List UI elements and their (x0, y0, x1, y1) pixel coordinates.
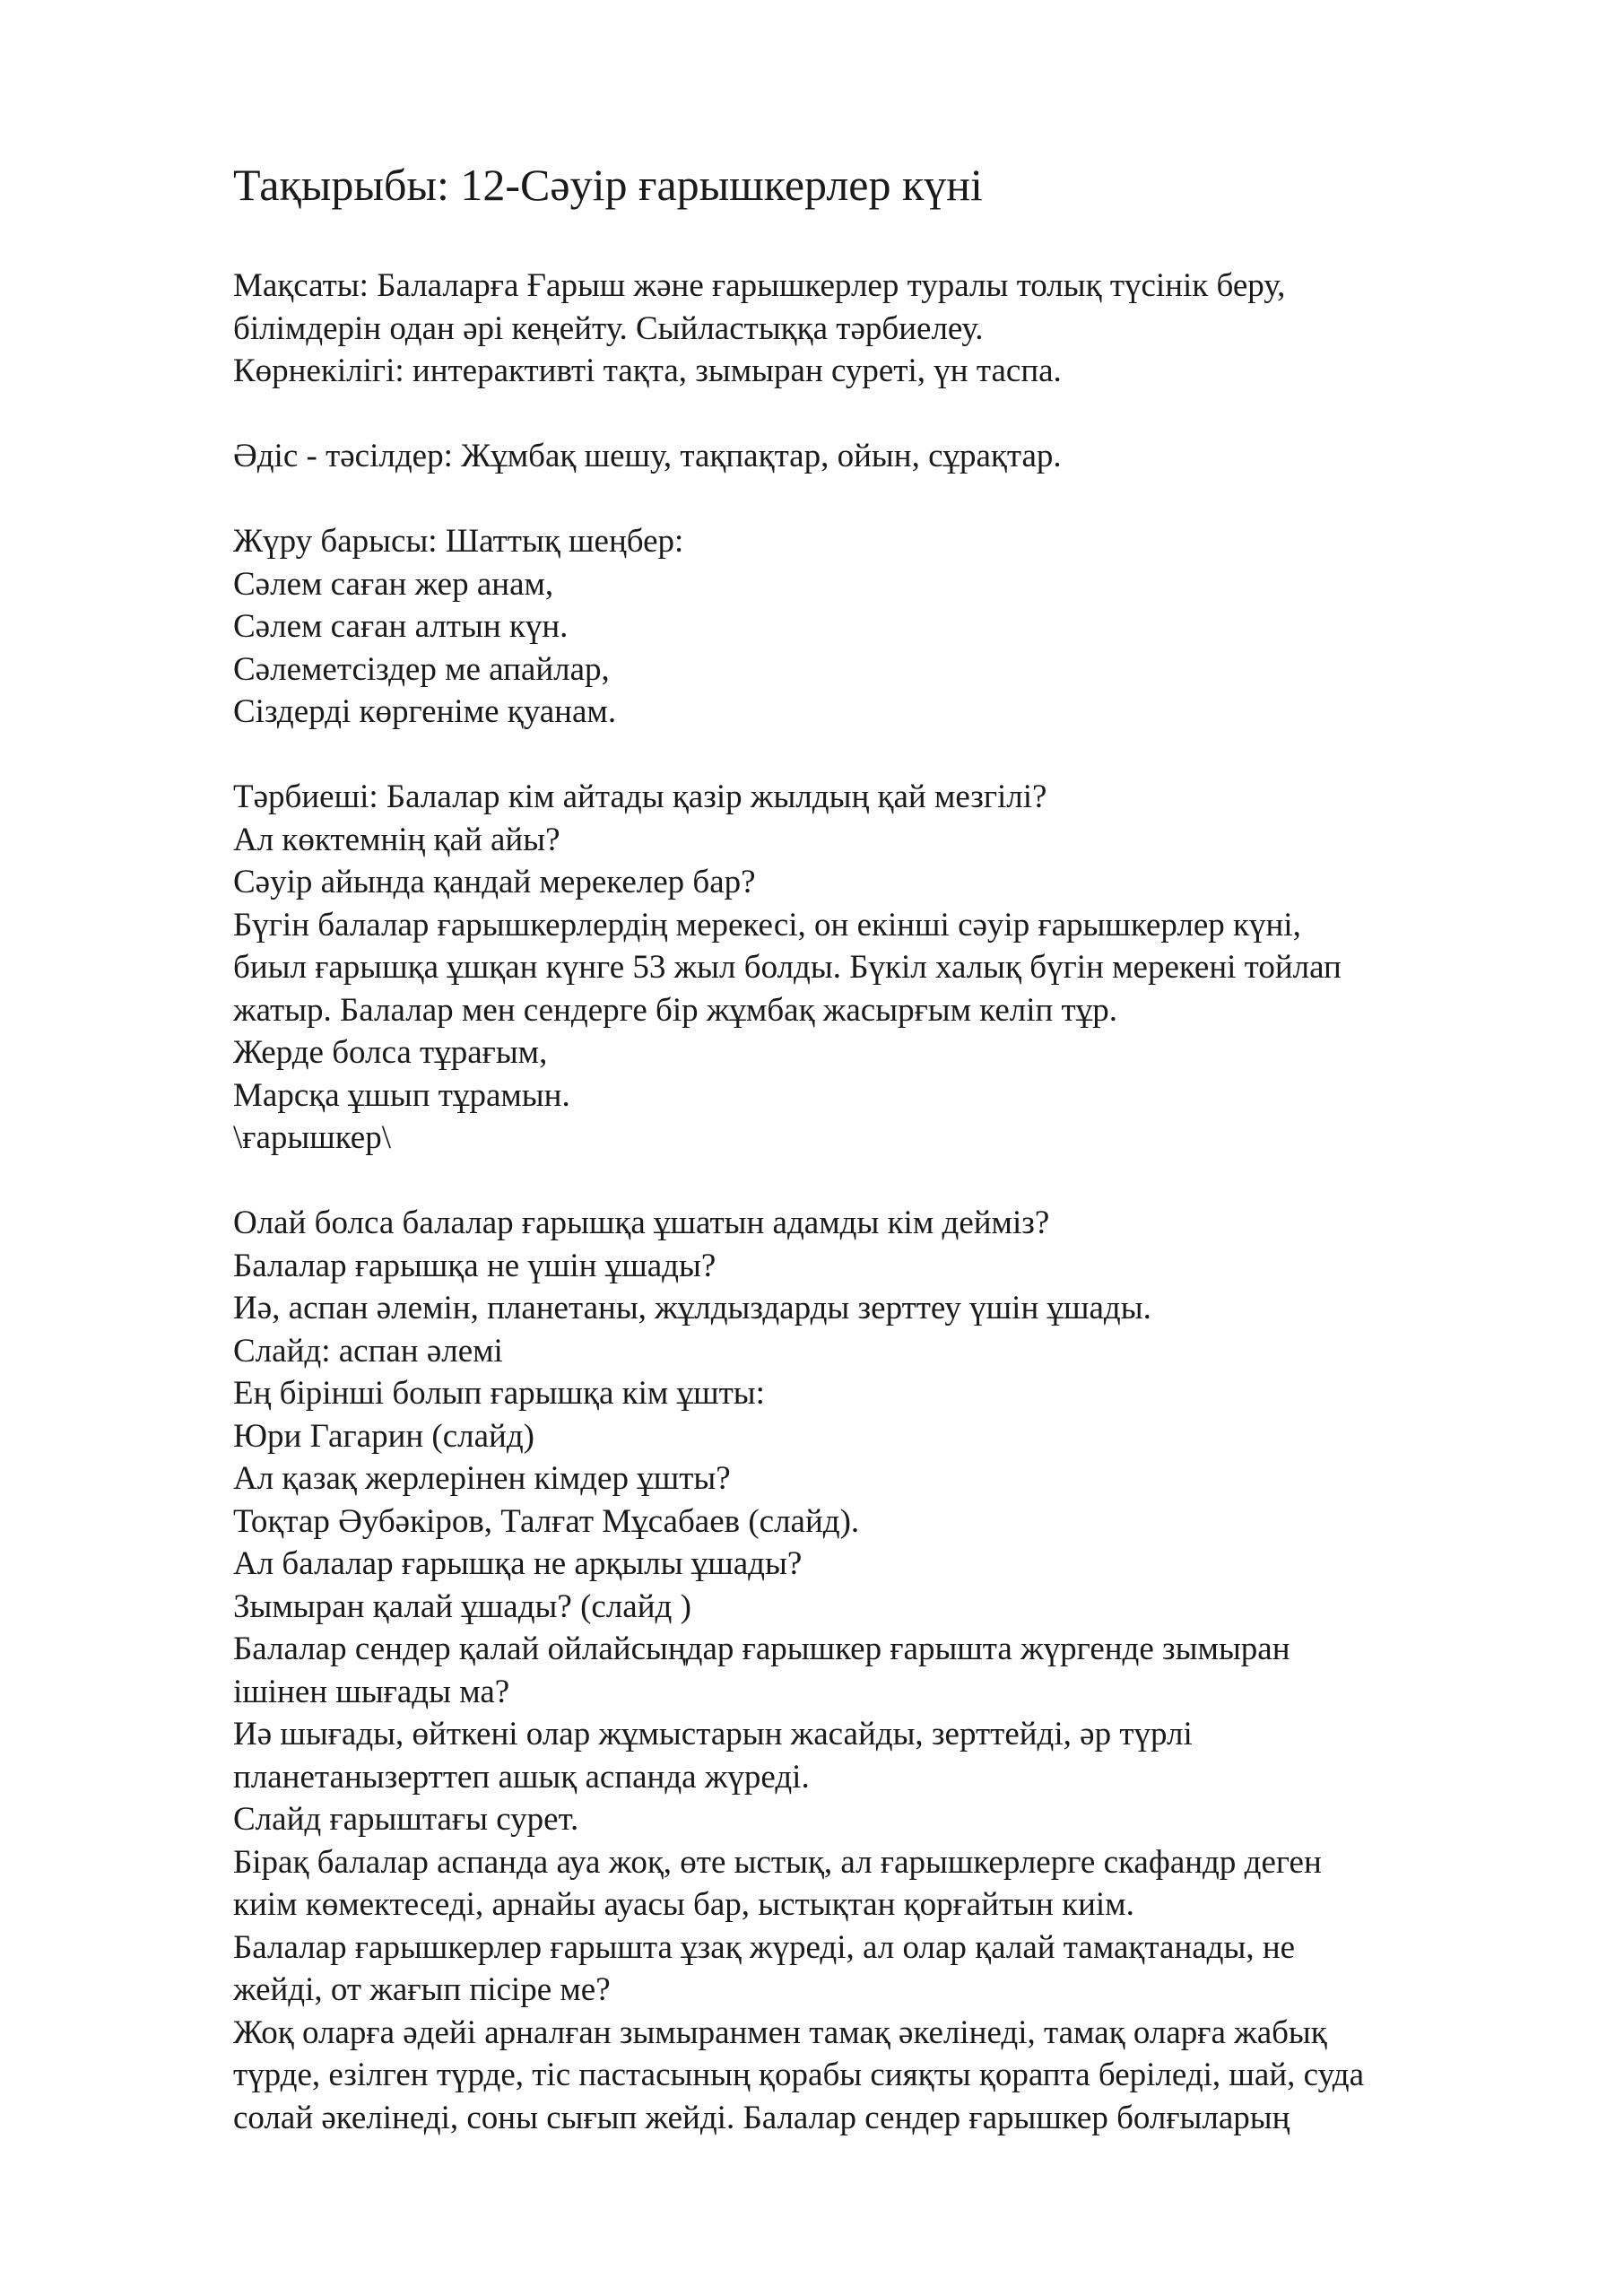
text-line: жейді, от жағып пісіре ме? (233, 1971, 611, 2008)
text-line: Сәлем саған алтын күн. (233, 608, 569, 645)
text-line: Көрнекілігі: интерактивті тақта, зымыран суреті, үн таспа. (233, 352, 1062, 389)
paragraph-gap (233, 393, 1578, 436)
text-line: \ғарышкер\ (233, 1119, 391, 1156)
text-line: Тәрбиеші: Балалар кім айтады қазір жылдың қай мезгілі? (233, 778, 1047, 815)
text-line: киім көмектеседі, арнайы ауасы бар, ыстықтан қорғайтын киім. (233, 1886, 1134, 1923)
paragraph-gap (233, 1160, 1578, 1203)
text-line: Ал көктемнің қай айы? (233, 821, 560, 858)
text-line: Олай болса балалар ғарышқа ұшатын адамды кім дейміз? (233, 1205, 1050, 1241)
text-line: Жерде болса тұрағым, (233, 1034, 548, 1071)
text-line: Балалар сендер қалай ойлайсыңдар ғарышкер ғарышта жүргенде зымыран (233, 1631, 1290, 1667)
text-line: түрде, езілген түрде, тіс пастасының қорабы сияқты қорапта беріледі, шай, суда (233, 2057, 1364, 2093)
text-line: Сіздерді көргеніме қуанам. (233, 693, 617, 730)
text-line: Иә шығады, өйткені олар жұмыстарын жасайды, зерттейді, әр түрлі (233, 1716, 1193, 1752)
text-line: Бүгін балалар ғарышкерлердің мерекесі, он екінші сәуір ғарышкерлер күні, (233, 906, 1301, 944)
text-line: Балалар ғарышқа не үшін ұшады? (233, 1247, 716, 1284)
text-line: ішінен шығады ма? (233, 1673, 510, 1710)
text-line: Сәлеметсіздер ме апайлар, (233, 650, 610, 688)
paragraph-gap (233, 478, 1578, 521)
text-line: Слайд: аспан әлемі (233, 1332, 503, 1370)
text-line: Марсқа ұшып тұрамын. (233, 1076, 570, 1114)
text-line: Ал балалар ғарышқа не арқылы ұшады? (233, 1545, 803, 1582)
document-body (233, 265, 1578, 2139)
text-line: Зымыран қалай ұшады? (слайд ) (233, 1587, 691, 1625)
text-line: солай әкелінеді, соны сығып жейді. Балалар сендер ғарышкер болғыларың (233, 2099, 1290, 2136)
text-line: Жоқ оларға әдейі арналған зымыранмен тамақ әкелінеді, тамақ оларға жабық (233, 2013, 1327, 2051)
text-line: Юри Гагарин (слайд) (233, 1417, 534, 1455)
text-line: Мақсаты: Балаларға Ғарыш және ғарышкерлер туралы толық түсінік беру, (233, 267, 1286, 304)
text-line: планетанызерттеп ашық аспанда жүреді. (233, 1758, 810, 1796)
text-line: Тоқтар Әубәкіров, Талғат Мұсабаев (слайд). (233, 1502, 860, 1540)
paragraph-gap (233, 734, 1578, 777)
text-line: Слайд ғарыштағы сурет. (233, 1801, 579, 1838)
text-line: Бірақ балалар аспанда ауа жоқ, өте ыстық, ал ғарышкерлерге скафандр деген (233, 1843, 1322, 1881)
text-line: Балалар ғарышкерлер ғарышта ұзақ жүреді, ал олар қалай тамақтанады, не (233, 1928, 1296, 1966)
text-line: жатыр. Балалар мен сендерге бір жұмбақ жасырғым келіп тұр. (233, 991, 1117, 1029)
text-line: Иә, аспан әлемін, планетаны, жұлдыздарды зерттеу үшін ұшады. (233, 1290, 1151, 1326)
text-line: білімдерін одан әрі кеңейту. Сыйластыққа тәрбиелеу. (233, 309, 984, 347)
document-title: Тақырыбы: 12-Сәуір ғарышкерлер күні (233, 160, 983, 210)
text-line: Сәлем саған жер анам, (233, 565, 554, 603)
text-line: Сәуір айында қандай мерекелер бар? (233, 864, 756, 900)
text-line: биыл ғарышқа ұшқан күнге 53 жыл болды. Бүкіл халық бүгін мерекені тойлап (233, 949, 1342, 986)
text-line: Ең бірінші болып ғарышқа кім ұшты: (233, 1375, 765, 1412)
text-line: Әдіс - тәсілдер: Жұмбақ шешу, тақпақтар, ойын, сұрақтар. (233, 438, 1062, 474)
text-line: Жүру барысы: Шаттық шеңбер: (233, 523, 684, 560)
text-line: Ал қазақ жерлерінен кімдер ұшты? (233, 1460, 731, 1497)
